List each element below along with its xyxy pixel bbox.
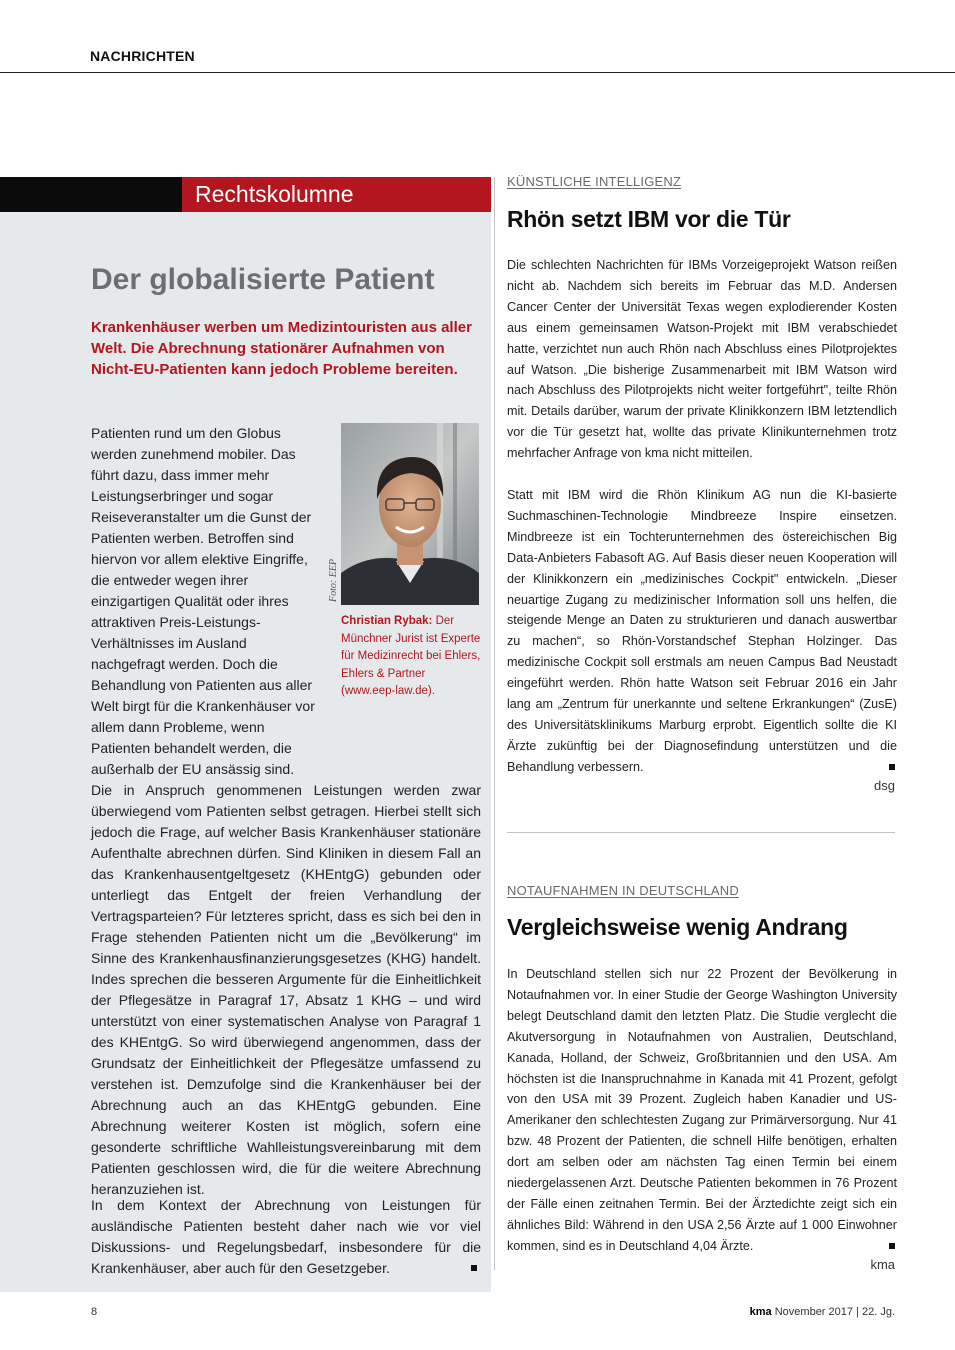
photo-caption bbox=[341, 613, 481, 701]
article2-kicker: NOTAUFNAHMEN IN DEUTSCHLAND bbox=[507, 883, 739, 898]
article-separator bbox=[507, 832, 895, 833]
header-rule bbox=[0, 72, 955, 73]
caption-text: Der Münchner Jurist ist Experte für Medizinrecht bei Ehlers, Ehlers & Partner (www.eep-law.de). bbox=[341, 615, 481, 697]
article1-title: Rhön setzt IBM vor die Tür bbox=[507, 206, 791, 232]
footer-brand: kma bbox=[749, 1306, 772, 1318]
article-lead: Krankenhäuser werben um Medizintouristen aus aller Welt. Die Abrechnung stationärer Aufnahmen von Nicht-EU-Patienten kann jedoch Probleme bereiten. bbox=[91, 319, 472, 378]
caption-name: Christian Rybak: bbox=[341, 615, 433, 627]
column-bar-black bbox=[0, 177, 182, 212]
column-label: Rechtskolumne bbox=[195, 181, 354, 207]
end-mark bbox=[889, 764, 895, 770]
author-portrait bbox=[341, 423, 479, 605]
footer-issue-text: November 2017 | 22. Jg. bbox=[771, 1306, 895, 1318]
article-paragraph-2: Die in Anspruch genommenen Leistungen werden zwar überwiegend vom Patienten selbst getragen. Hierbei stellt sich jedoch die Frage, auf welcher Basis Krankenhäuser stationäre Aufenthalte abrechnen dürfen. Sind Kliniken in diesem Fall an das Krankenhausentgeltgesetz (KHEntgG) gebunden oder unterliegt das Entgelt der freien Verhandlung der Vertragsparteien? Für letzteres spricht, dass es sich bei den in Frage stehenden Patienten nicht um die „Bevölkerung“ im Sinne des Krankenhausfinanzierungsgesetzes (KHG) handelt. Indes sprechen die besseren Argumente für die Einheitlichkeit der Pflegesätze in Paragraf 17, Absatz 1 KHG – und wird unterstützt von einer systematischen Analyse von Paragraf 1 des KHEntgG. So wird überwiegend angenommen, dass der Grundsatz der Einheitlichkeit der Pflegesätze umfassend zu verstehen ist. Demzufolge sind die Krankenhäuser bei der Abrechnung auch an das KHEntgG gebunden. Eine Abrechnung weiterer Kosten ist möglich, sofern eine gesonderte schriftliche Wahlleistungsvereinbarung mit dem Patienten geschlossen wird, die für die weitere Abrechnung heranzuziehen ist. bbox=[91, 782, 481, 1197]
section-heading: NACHRICHTEN bbox=[90, 48, 195, 64]
photo-credit: Foto: EEP bbox=[328, 558, 339, 602]
portrait-image bbox=[341, 423, 479, 605]
article-paragraph-3: In dem Kontext der Abrechnung von Leistungen für ausländische Patienten besteht daher nach wie vor viel Diskussions- und Regelungsbedarf, insbesondere für die Krankenhäuser, aber auch für den Gesetzgeber. bbox=[91, 1197, 481, 1276]
article1-kicker: KÜNSTLICHE INTELLIGENZ bbox=[507, 174, 682, 189]
article-paragraph-1: Patienten rund um den Globus werden zunehmend mobiler. Das führt dazu, dass immer mehr Leistungserbringer und sogar Reiseveranstalter um die Gunst der Patienten werben. Betroffen sind hiervon vor allem elektive Eingriffe, die entweder wegen ihrer einzigartigen Qualität oder ihres attraktiven Preis-Leistungs-Verhältnisses im Ausland nachgefragt werden. Doch die Behandlung von Patienten aus aller Welt birgt für die Krankenhäuser vor allem dann Probleme, wenn Patienten behandelt werden, die außerhalb der EU ansässig sind. bbox=[91, 425, 315, 777]
column-divider bbox=[494, 177, 495, 1270]
article-title: Der globalisierte Patient bbox=[91, 263, 435, 296]
article2-paragraph-1: In Deutschland stellen sich nur 22 Prozent der Bevölkerung in Notaufnahmen vor. In einer Studie der George Washington University belegt Deutschland damit den letzten Platz. Die Studie verglecht die Akutversorgung in Notaufnahmen von Australien, Deutschland, Kanada, Holland, der Schweiz, Großbritannien und den USA. Am höchsten ist die Inanspruchnahme in Kanada mit 41 Prozent, gefolgt von den USA mit 39 Prozent. Zugleich haben Kanadier und US-Amerikaner den schlechtesten Zugang zur Primärversorgung. Nur 41 bzw. 48 Prozent der Patienten, die schnell Hilfe benötigen, erhalten dort am selben oder am nächsten Tag einen Termin bei einem niedergelassenen Arzt. Deutsche Patienten bekommen in 76 Prozent der Fälle einen zeitnahen Termin. Bei der Ärztedichte zeigt sich ein ähnliches Bild: Während in den USA 2,56 Ärzte auf 1 000 Einwohner kommen, sind es in Deutschland 4,04 Ärzte. bbox=[507, 967, 897, 1253]
end-mark bbox=[471, 1265, 477, 1271]
footer-issue bbox=[650, 1306, 895, 1318]
article1-paragraph-1: Die schlechten Nachrichten für IBMs Vorzeigeprojekt Watson reißen nicht ab. Nachdem sich bereits im Februar das M.D. Andersen Cancer Center der Universität Texas wegen explodierender Kosten aus einem gemeinsamen Watson-Projekt mit IBM verabschiedet hatte, verzichtet nun auch Rhön nach Abschluss eines Pilotprojektes auf Watson. „Die bisherige Zusammenarbeit mit IBM Watson wird nach Abschluss des Pilotprojekts nicht weiter fortgeführt", teilte Rhön mit. Details darüber, warum der private Klinikkonzern IBM letztendlich vor die Tür gesetzt hat, wollte das private Klinikunternehmen trotz mehrfacher Anfrage von kma nicht mitteilen. bbox=[507, 258, 897, 461]
article2-author: kma bbox=[870, 1257, 895, 1272]
article1-author: dsg bbox=[874, 778, 895, 793]
article1-paragraph-2: Statt mit IBM wird die Rhön Klinikum AG nun die KI-basierte Suchmaschinen-Technologie Mindbreeze Inspire einsetzen. Mindbreeze ist ein Tochterunternehmen des östereichischen Big Data-Anbieters Fabasoft AG. Auf Basis dieser neuen Kooperation will der Klinikkonzern ein „medizinisches Cockpit" entwickeln. „Dieser neuartige Zugang zu medizinischer Information soll uns helfen, die steigende Menge an Daten zu strukturieren und danach auswertbar zu machen“, so Rhön-Vorstandschef Stephan Holzinger. Das medizinische Cockpit soll erstmals am neuen Campus Bad Neustadt eingeführt werden. Rhön hatte Watson seit Februar 2016 ein Jahr lang am „Zentrum für unerkannte und seltene Erkrankungen“ (ZusE) des Universitätsklinikums Marburg erprobt. Eigentlich sollte die KI Ärzte zukünftig bei der Diagnosefindung unterstützen und die Behandlung verbessern. bbox=[507, 488, 897, 774]
end-mark bbox=[889, 1243, 895, 1249]
page-number: 8 bbox=[91, 1306, 98, 1318]
article2-title: Vergleichsweise wenig Andrang bbox=[507, 914, 848, 940]
